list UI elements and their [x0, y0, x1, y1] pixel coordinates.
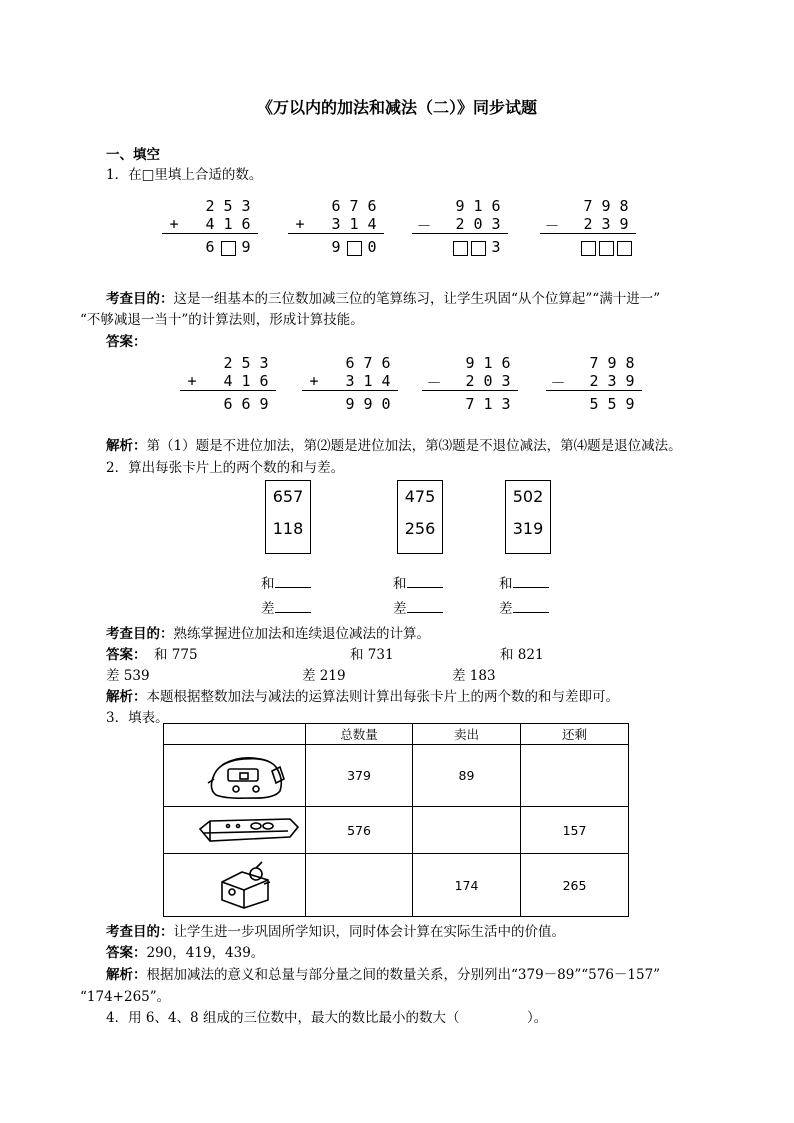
answer-box[interactable]	[346, 238, 362, 256]
digit: 6	[241, 395, 251, 413]
digit: 2	[465, 372, 475, 390]
digit: 1	[241, 372, 251, 390]
operand-row	[546, 372, 642, 392]
table-row	[164, 745, 629, 807]
operator: +	[309, 372, 319, 390]
digit: 3	[331, 215, 341, 233]
digit: 6	[491, 197, 501, 215]
digit: 7	[583, 197, 593, 215]
digit: 0	[473, 215, 483, 233]
q3-answer	[106, 941, 264, 961]
result-row	[422, 395, 518, 415]
digit: 9	[465, 354, 475, 372]
analysis-text: 本题根据整数加法与减法的运算法则计算出每张卡片上的两个数的和与差即可。	[146, 689, 619, 705]
digit: 2	[223, 354, 233, 372]
sum-line	[540, 233, 636, 234]
sum-blank-1[interactable]	[261, 572, 311, 592]
sum-line	[180, 390, 276, 391]
diff-blank-1[interactable]	[261, 597, 311, 617]
q3-purpose	[106, 920, 565, 940]
cell-sold-blank[interactable]	[413, 807, 521, 854]
digit: 9	[619, 215, 629, 233]
digit: 3	[607, 372, 617, 390]
q1-analysis	[106, 434, 682, 454]
fill-in-problem	[288, 197, 384, 259]
answer-sum-3: 和 821	[500, 647, 544, 663]
sum-label: 和	[261, 576, 275, 592]
digit: 9	[331, 238, 341, 256]
addend-row	[412, 197, 508, 217]
fill-in-problem	[412, 197, 508, 259]
digit: 2	[205, 197, 215, 215]
diff-label: 差	[393, 601, 407, 617]
operand-row	[540, 215, 636, 235]
digit: 3	[241, 197, 251, 215]
page-title: 《万以内的加法和减法（二）》同步试题	[256, 98, 537, 117]
table-row	[164, 854, 629, 917]
number-card-3	[505, 480, 551, 554]
digit: 4	[205, 215, 215, 233]
header-sold: 卖出	[413, 724, 521, 745]
cell-left-blank[interactable]	[521, 745, 629, 807]
cell-left: 265	[521, 854, 629, 917]
pencil-case-icon	[164, 807, 306, 854]
result-row	[180, 395, 276, 415]
operand-row	[302, 372, 398, 392]
digit: 9	[363, 395, 373, 413]
digit: 6	[501, 354, 511, 372]
cell-sold: 89	[413, 745, 521, 807]
cell-left: 157	[521, 807, 629, 854]
digit: 1	[473, 197, 483, 215]
result-row	[162, 238, 258, 258]
digit: 7	[363, 354, 373, 372]
result-row	[288, 238, 384, 258]
result-row	[302, 395, 398, 415]
digit: 9	[625, 372, 635, 390]
digit: 6	[331, 197, 341, 215]
digit: 5	[223, 197, 233, 215]
digit: 6	[381, 354, 391, 372]
digit: 3	[345, 372, 355, 390]
card-bottom-number: 319	[512, 519, 544, 538]
sum-blank-3[interactable]	[499, 572, 549, 592]
purpose-text: 让学生进一步巩固所学知识，同时体会计算在实际生活中的价值。	[173, 924, 565, 940]
digit: 9	[241, 238, 251, 256]
operand-row	[288, 215, 384, 235]
card-top-number: 657	[272, 487, 304, 506]
digit: 4	[367, 215, 377, 233]
q3-analysis-cont: “174+265”。	[80, 989, 171, 1005]
card-top-number: 502	[512, 487, 544, 506]
answer-diff-2: 差 219	[302, 668, 346, 684]
table-header-row	[164, 724, 629, 745]
digit: 9	[601, 197, 611, 215]
digit: 6	[223, 395, 233, 413]
q2-prompt: 2．算出每张卡片上的两个数的和与差。	[106, 460, 345, 476]
digit: 8	[619, 197, 629, 215]
operator: +	[187, 372, 197, 390]
digit: 1	[349, 215, 359, 233]
operator: +	[295, 215, 305, 233]
digit: 0	[381, 395, 391, 413]
sum-line	[162, 233, 258, 234]
digit: 7	[589, 354, 599, 372]
purpose-label: 考查目的：	[106, 626, 174, 642]
diff-label: 差	[261, 601, 275, 617]
operand-row	[422, 372, 518, 392]
result-row	[546, 395, 642, 415]
digit: 1	[483, 354, 493, 372]
q2-purpose	[106, 622, 430, 642]
answer-problem	[302, 354, 398, 416]
digit: 0	[483, 372, 493, 390]
addend-row	[546, 354, 642, 374]
operand-row	[180, 372, 276, 392]
operator: －	[550, 374, 566, 392]
purpose-text: 这是一组基本的三位数加减三位的笔算练习，让学生巩固“从个位算起”“满十进一”	[173, 291, 661, 307]
card-top-number: 475	[404, 487, 436, 506]
q1-answer-label: 答案：	[106, 334, 147, 350]
q1-purpose	[106, 287, 660, 307]
sum-label: 和	[499, 576, 513, 592]
header-total: 总数量	[306, 724, 413, 745]
operator: +	[169, 215, 179, 233]
fill-table	[163, 723, 629, 917]
operator: －	[416, 217, 432, 235]
sum-line	[412, 233, 508, 234]
digit: 7	[349, 197, 359, 215]
q2-answer-sums	[106, 643, 147, 663]
digit: 9	[607, 354, 617, 372]
operand-row	[162, 215, 258, 235]
digit: 3	[491, 215, 501, 233]
answer-box[interactable]	[470, 238, 486, 256]
addend-row	[288, 197, 384, 217]
sum-line	[288, 233, 384, 234]
digit: 6	[241, 215, 251, 233]
addend-row	[302, 354, 398, 374]
digit: 7	[465, 395, 475, 413]
sum-label: 和	[393, 576, 407, 592]
card-bottom-number: 118	[272, 519, 304, 538]
addend-row	[162, 197, 258, 217]
cell-total-blank[interactable]	[306, 854, 413, 917]
addend-row	[422, 354, 518, 374]
pencil-sharpener-icon	[164, 854, 306, 917]
answer-box[interactable]	[452, 238, 468, 256]
fill-in-problem	[162, 197, 258, 259]
digit: 2	[583, 215, 593, 233]
digit: 3	[259, 354, 269, 372]
q4-prompt: 4．用 6、4、8 组成的三位数中，最大的数比最小的数大（ ）。	[106, 1010, 548, 1026]
table-row	[164, 807, 629, 854]
analysis-label: 解析：	[106, 438, 147, 454]
digit: 0	[367, 238, 377, 256]
digit: 5	[589, 395, 599, 413]
addend-row	[540, 197, 636, 217]
digit: 1	[363, 372, 373, 390]
answer-diff-1: 差 539	[106, 668, 150, 684]
answer-sum-1: 和 775	[154, 647, 198, 663]
sum-line	[422, 390, 518, 391]
operand-row	[412, 215, 508, 235]
answer-label: 答案：	[106, 647, 147, 663]
sum-line	[302, 390, 398, 391]
digit: 4	[381, 372, 391, 390]
fill-in-problem	[540, 197, 636, 259]
digit: 3	[501, 372, 511, 390]
digit: 3	[601, 215, 611, 233]
sum-line	[546, 390, 642, 391]
result-row	[412, 238, 508, 258]
digit: 9	[345, 395, 355, 413]
answer-box[interactable]	[220, 238, 236, 256]
operator: －	[544, 217, 560, 235]
digit: 4	[223, 372, 233, 390]
answer-box[interactable]	[616, 238, 632, 256]
purpose-label: 考查目的：	[106, 291, 174, 307]
schoolbag-icon	[164, 745, 306, 807]
answer-label: 答案：	[106, 945, 147, 961]
analysis-text: 根据加减法的意义和总量与部分量之间的数量关系，分别列出“379－89”“576－157”	[146, 967, 661, 983]
diff-blank-3[interactable]	[499, 597, 549, 617]
answer-problem	[546, 354, 642, 416]
digit: 9	[455, 197, 465, 215]
digit: 9	[259, 395, 269, 413]
q1-purpose-cont: “不够减退一当十”的计算法则，形成计算技能。	[80, 312, 364, 328]
number-card-2	[397, 480, 443, 554]
header-cell-empty	[164, 724, 306, 745]
diff-blank-2[interactable]	[393, 597, 443, 617]
header-left: 还剩	[521, 724, 629, 745]
q3-prompt: 3．填表。	[106, 710, 169, 726]
digit: 1	[483, 395, 493, 413]
cell-total: 576	[306, 807, 413, 854]
operator: －	[426, 374, 442, 392]
digit: 6	[259, 372, 269, 390]
digit: 5	[241, 354, 251, 372]
number-card-1	[265, 480, 311, 554]
analysis-text: 第（1）题是不进位加法，第⑵题是进位加法，第⑶题是不退位减法，第⑷题是退位减法。	[146, 438, 682, 454]
digit: 2	[455, 215, 465, 233]
answer-diff-3: 差 183	[452, 668, 496, 684]
answer-problem	[180, 354, 276, 416]
digit: 6	[345, 354, 355, 372]
cell-sold: 174	[413, 854, 521, 917]
result-row	[540, 238, 636, 258]
purpose-text: 熟练掌握进位加法和连续退位减法的计算。	[173, 626, 430, 642]
sum-blank-2[interactable]	[393, 572, 443, 592]
section-heading: 一、填空	[106, 147, 160, 163]
purpose-label: 考查目的：	[106, 924, 174, 940]
q1-prompt: 1．在□里填上合适的数。	[106, 167, 263, 183]
cell-total: 379	[306, 745, 413, 807]
answer-sum-2: 和 731	[350, 647, 394, 663]
digit: 2	[589, 372, 599, 390]
diff-label: 差	[499, 601, 513, 617]
digit: 3	[501, 395, 511, 413]
digit: 6	[205, 238, 215, 256]
answer-text: 290，419，439。	[146, 945, 265, 961]
card-bottom-number: 256	[404, 519, 436, 538]
digit: 6	[367, 197, 377, 215]
digit: 5	[607, 395, 617, 413]
analysis-label: 解析：	[106, 689, 147, 705]
answer-box[interactable]	[598, 238, 614, 256]
digit: 8	[625, 354, 635, 372]
q2-analysis	[106, 685, 619, 705]
digit: 9	[625, 395, 635, 413]
answer-box[interactable]	[580, 238, 596, 256]
addend-row	[180, 354, 276, 374]
answer-problem	[422, 354, 518, 416]
digit: 1	[223, 215, 233, 233]
digit: 3	[491, 238, 501, 256]
analysis-label: 解析：	[106, 967, 147, 983]
q3-analysis	[106, 963, 660, 983]
